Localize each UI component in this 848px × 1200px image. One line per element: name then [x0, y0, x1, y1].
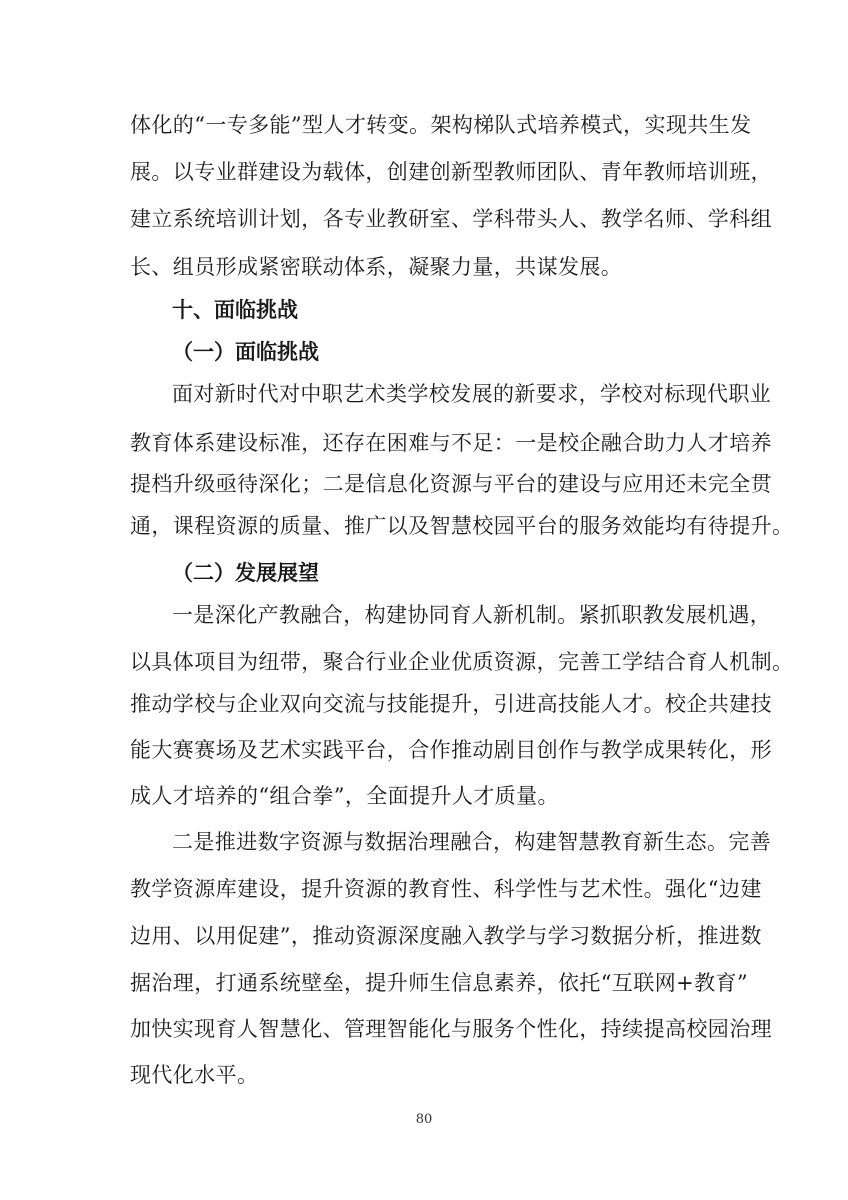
para-1-line-1: 一是深化产教融合，构建协同育人新机制。紧抓职教发展机遇， [172, 603, 772, 627]
intro-line-1: 体化的“一专多能”型人才转变。架构梯队式培养模式，实现共生发 [130, 113, 752, 137]
subsection-1-line-2: 教育体系建设标准，还存在困难与不足：一是校企融合助力人才培养 [130, 431, 772, 455]
intro-line-3: 建立系统培训计划，各专业教研室、学科带头人、教学名师、学科组 [130, 207, 772, 231]
intro-line-4: 长、组员形成紧密联动体系，凝聚力量，共谋发展。 [130, 255, 623, 279]
para-1-line-5: 成人才培养的“组合拳”，全面提升人才质量。 [130, 784, 559, 808]
subsection-1-line-3: 提档升级亟待深化；二是信息化资源与平台的建设与应用还未完全贯 [130, 472, 772, 496]
para-2-line-5: 加快实现育人智慧化、管理智能化与服务个性化，持续提高校园治理 [130, 1017, 772, 1041]
para-1-line-2: 以具体项目为纽带，聚合行业企业优质资源，完善工学结合育人机制。 [130, 650, 794, 674]
para-2-line-2: 教学资源库建设，提升资源的教育性、科学性与艺术性。强化“边建 [130, 877, 762, 901]
page-number: 80 [415, 1112, 433, 1127]
para-2-line-4: 据治理，打通系统壁垒，提升师生信息素养，依托“互联网+教育” [130, 971, 749, 995]
para-1-line-3: 推动学校与企业双向交流与技能提升，引进高技能人才。校企共建技 [130, 692, 772, 716]
para-2-line-3: 边用、以用促建”，推动资源深度融入教学与学习数据分析，推进数 [130, 924, 762, 948]
subsection-1-line-4: 通，课程资源的质量、推广以及智慧校园平台的服务效能均有待提升。 [130, 514, 794, 538]
intro-line-2: 展。以专业群建设为载体，创建创新型教师团队、青年教师培训班， [130, 160, 772, 184]
section-title: 十、面临挑战 [172, 298, 298, 322]
subsection-1-line-1: 面对新时代对中职艺术类学校发展的新要求，学校对标现代职业 [172, 382, 772, 406]
para-2-line-1: 二是推进数字资源与数据治理融合，构建智慧教育新生态。完善 [172, 830, 772, 854]
subsection-1-title: （一）面临挑战 [172, 340, 319, 364]
subsection-2-title: （二）发展展望 [172, 561, 319, 585]
para-1-line-4: 能大赛赛场及艺术实践平台，合作推动剧目创作与教学成果转化，形 [130, 738, 772, 762]
para-2-line-6: 现代化水平。 [130, 1063, 259, 1087]
